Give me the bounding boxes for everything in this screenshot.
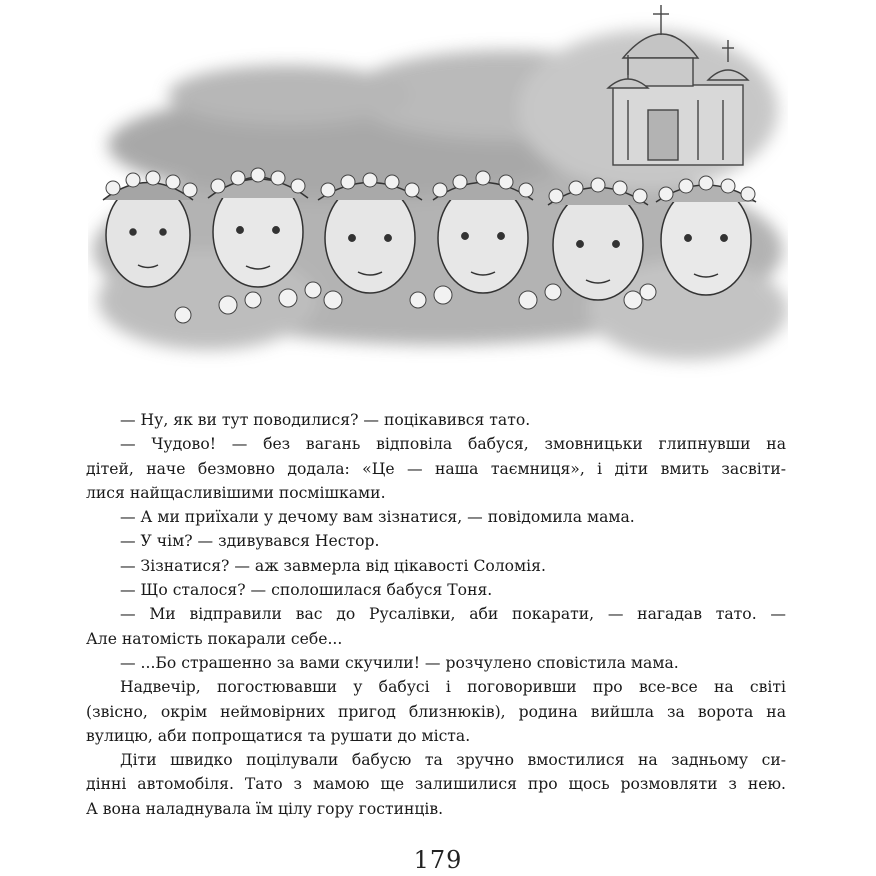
paragraph-line: А вона наладнувала їм цілу гору гостинців. — [86, 799, 444, 818]
paragraph-line: (звісно, окрім неймовірних пригод близнюків), родина вийшла за ворота на — [86, 702, 786, 721]
paragraph: — Що сталося? — сполошилася бабуся Тоня. — [120, 581, 493, 600]
paragraph: — Ну, як ви тут поводилися? — поцікавився тато. — [120, 411, 531, 429]
paragraph-line: Діти швидко поцілували бабусю та зручно вмостилися на задньому си- — [120, 751, 786, 770]
paragraph: — ...Бо страшенно за вами скучили! — розчулено сповістила мама. — [120, 653, 679, 672]
children-wreaths-illustration — [88, 0, 788, 390]
paragraph-line: — Ми відправили вас до Русалівки, аби покарати, — нагадав тато. — — [120, 605, 786, 624]
church-icon — [608, 5, 748, 165]
paragraph-line: дінні автомобіля. Тато з мамою ще залишилися про щось розмовляти з нею. — [86, 775, 786, 794]
paragraph-line: вулицю, аби попрощатися та рушати до міста. — [86, 726, 471, 745]
paragraph: — А ми приїхали у дечому вам зізнатися, — повідомила мама. — [120, 508, 635, 527]
paragraph-line: Але натомість покарали себе... — [86, 629, 343, 648]
paragraph: — У чім? — здивувався Нестор. — [120, 532, 380, 551]
paragraph-line: Надвечір, погостювавши у бабусі і поговоривши про все-все на світі — [120, 678, 786, 697]
paragraph-line: дітей, наче безмовно додала: «Це — наша таємниця», і діти вмить засвіти- — [86, 459, 786, 478]
paragraph-line: — Чудово! — без вагань відповіла бабуся, змовницьки глипнувши на — [120, 435, 786, 454]
paragraph-line: лися найщасливішими посмішками. — [86, 483, 386, 502]
story-text — [86, 408, 786, 821]
page-number: 179 — [413, 846, 463, 874]
paragraph: — Зізнатися? — аж завмерла від цікавості Соломія. — [120, 556, 546, 575]
